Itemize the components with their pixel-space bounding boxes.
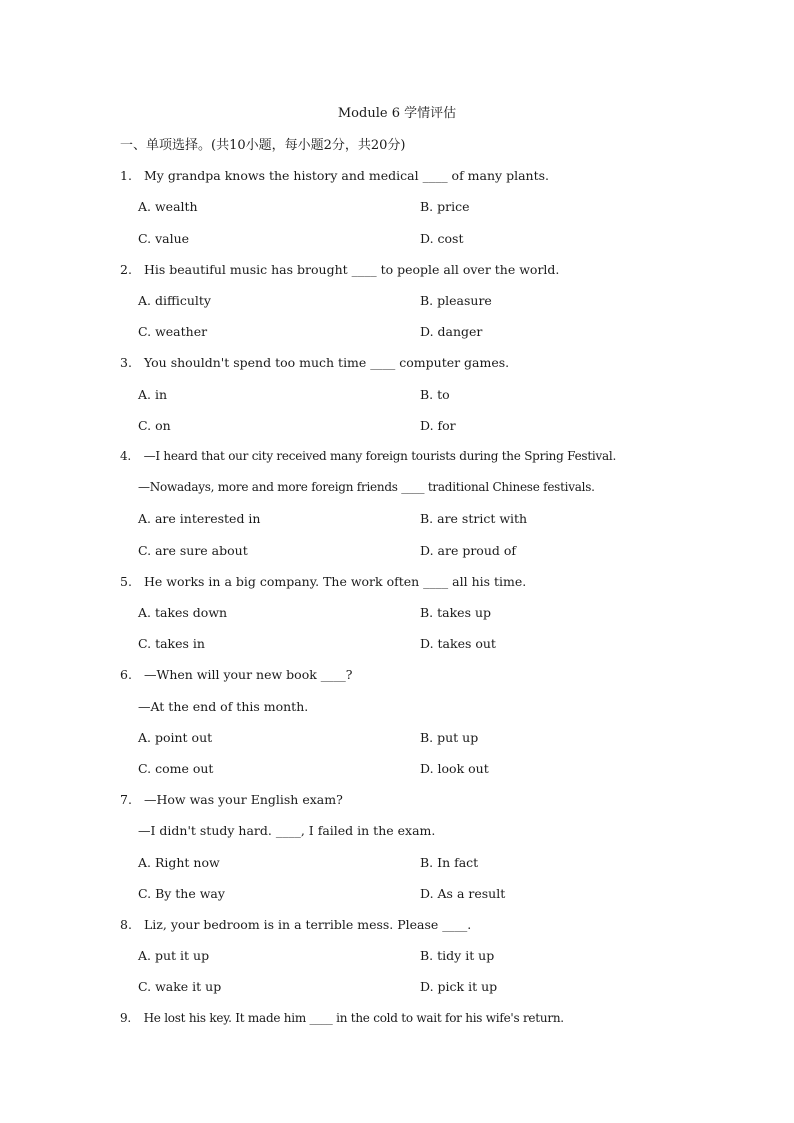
question-text: —When will your new book ____? <box>143 667 353 682</box>
question-6 <box>120 667 352 682</box>
question-1 <box>120 168 549 183</box>
option-c: C. By the way <box>138 886 225 901</box>
option-c: C. takes in <box>138 636 205 651</box>
question-number: 8. <box>120 917 132 932</box>
question-number: 1. <box>120 168 132 183</box>
option-d: D. As a result <box>420 886 506 901</box>
option-a: A. point out <box>138 730 213 745</box>
question-reply: —At the end of this month. <box>138 699 309 714</box>
option-b: B. put up <box>420 730 479 745</box>
option-c: C. come out <box>138 761 214 776</box>
option-c: C. wake it up <box>138 979 222 994</box>
option-b: B. pleasure <box>420 293 492 308</box>
option-d: D. cost <box>420 231 464 246</box>
question-8 <box>120 917 471 932</box>
option-c: C. are sure about <box>138 543 248 558</box>
option-b: B. tidy it up <box>420 948 495 963</box>
option-c: C. weather <box>138 324 208 339</box>
question-2 <box>120 262 559 277</box>
option-a: A. are interested in <box>138 511 261 526</box>
question-number: 7. <box>120 792 132 807</box>
option-a: A. Right now <box>138 855 220 870</box>
option-c: C. value <box>138 231 190 246</box>
question-text: You shouldn't spend too much time ____ computer games. <box>143 355 510 370</box>
option-d: D. are proud of <box>420 543 517 558</box>
option-a: A. wealth <box>138 199 198 214</box>
question-9 <box>120 1011 564 1025</box>
option-b: B. takes up <box>420 605 492 620</box>
question-number: 4. <box>120 449 131 463</box>
question-text: He works in a big company. The work often ____ all his time. <box>143 574 527 589</box>
option-b: B. In fact <box>420 855 479 870</box>
question-reply: —Nowadays, more and more foreign friends ____ traditional Chinese festivals. <box>138 480 595 494</box>
question-reply: —I didn't study hard. ____, I failed in the exam. <box>138 823 436 838</box>
question-number: 9. <box>120 1011 131 1025</box>
section-heading: 一、单项选择。(共10小题，每小题2分，共20分) <box>120 138 406 153</box>
question-number: 6. <box>120 667 132 682</box>
question-number: 3. <box>120 355 132 370</box>
option-b: B. are strict with <box>420 511 528 526</box>
option-a: A. in <box>138 387 168 402</box>
option-a: A. takes down <box>138 605 228 620</box>
question-text: Liz, your bedroom is in a terrible mess. Please ____. <box>143 917 472 932</box>
option-c: C. on <box>138 418 171 433</box>
option-d: D. for <box>420 418 456 433</box>
option-d: D. danger <box>420 324 483 339</box>
question-text: —How was your English exam? <box>143 792 343 807</box>
option-b: B. price <box>420 199 470 214</box>
question-text: —I heard that our city received many foreign tourists during the Spring Festival. <box>143 449 617 463</box>
question-5 <box>120 574 526 589</box>
option-d: D. pick it up <box>420 979 498 994</box>
question-3 <box>120 355 509 370</box>
option-a: A. difficulty <box>138 293 211 308</box>
question-text: His beautiful music has brought ____ to people all over the world. <box>143 262 560 277</box>
option-d: D. takes out <box>420 636 496 651</box>
question-text: He lost his key. It made him ____ in the cold to wait for his wife's return. <box>143 1011 564 1025</box>
option-a: A. put it up <box>138 948 210 963</box>
question-number: 5. <box>120 574 132 589</box>
option-d: D. look out <box>420 761 489 776</box>
question-4 <box>120 449 616 463</box>
question-7 <box>120 792 343 807</box>
page-title: Module 6 学情评估 <box>337 106 457 121</box>
question-number: 2. <box>120 262 132 277</box>
option-b: B. to <box>420 387 450 402</box>
question-text: My grandpa knows the history and medical ____ of many plants. <box>143 168 549 183</box>
